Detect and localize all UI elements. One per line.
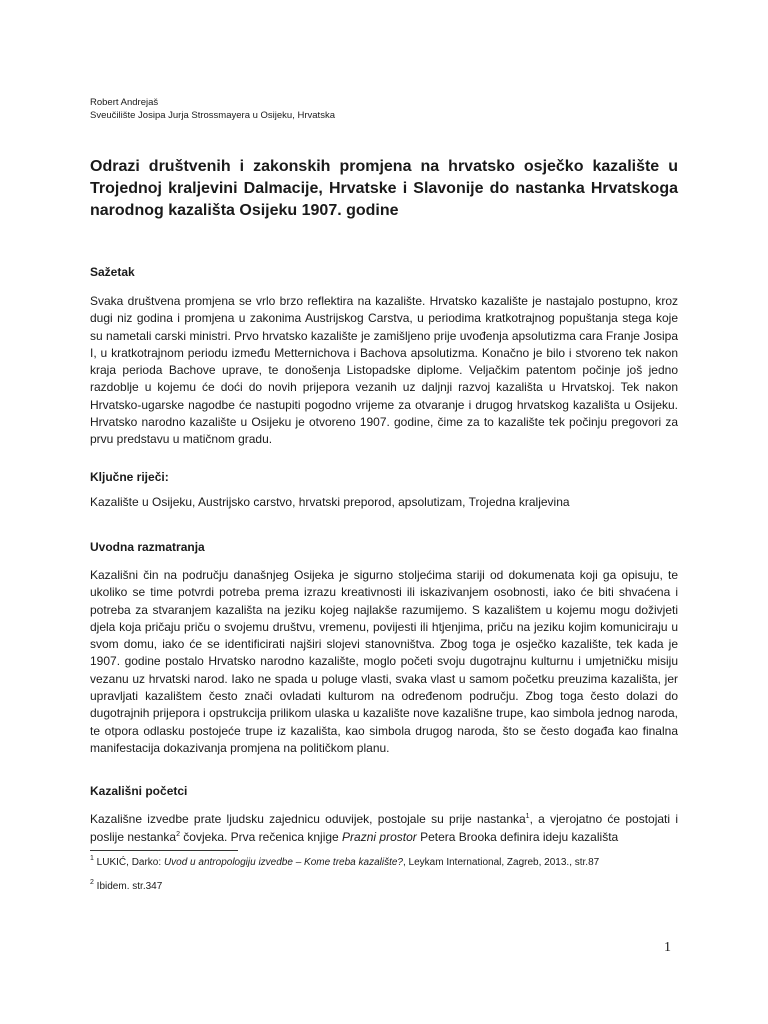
author-affiliation: Sveučilište Josipa Jurja Strossmayera u Osijeku, Hrvatska [90,110,335,121]
page-number: 1 [664,940,671,955]
beginnings-text-d: Petera Brooka definira ideju kazališta [416,829,619,844]
intro-text: Kazališni čin na području današnjeg Osijeka je sigurno stoljećima stariji od dokumenata koji ga opisuju, te ukoliko se time potvrdi potreba prema izrazu kreativnosti ili iskazivanjem osobnosti, iako će biti shvaćena i potreba za stvaranjem kazališta na jeziku kojeg najlakše razumijemo. S kazalištem u kojemu mogu doživjeti djela koja pričaju priču o svojemu društvu, vremenu, povijesti ili htjenjima, priču na jeziku kojim komuniciraju u svom domu, iako će se identificirati najširi slojevi stanovništva. Zbog toga je osječko kazalište, tek kada je 1907. godine postalo Hrvatsko narodno kazalište, moglo početi svoju dugotrajnu kulturnu i umjetničku misiju vezanu uz hrvatski narod. Iako ne spada u poluge vlasti, svaka vlast u samom početku preuzima kazališta, jer upravljati kazalištem često znači ovladati kulturom na određenom području. Zbog toga često dolazi do dugotrajnih prijepora i opstrukcija prilikom ulaska u kazalište nove kazališne trupe, kao simbola jednog naroda, te otpora odlasku postojeće trupe iz kazališta, kao simbola drugog naroda, što se često događa kao finalna manifestacija dokazivanja promjena na političkom planu. [90,567,678,755]
keywords-text: Kazalište u Osijeku, Austrijsko carstvo, hrvatski preporod, apsolutizam, Trojedna kraljevina [90,494,570,509]
paper-title: Odrazi društvenih i zakonskih promjena na hrvatsko osječko kazalište u Trojednoj kraljevini Dalmacije, Hrvatske i Slavonije do nastanka Hrvatskoga narodnog kazališta Osijeku 1907. godine [90,158,678,219]
footnote-ref-2[interactable]: 2 [176,830,180,838]
footnote-separator [90,850,238,851]
footnote-2-number: 2 [90,878,94,886]
beginnings-text-c: čovjeka. Prva rečenica knjige [179,829,343,844]
intro-heading: Uvodna razmatranja [90,539,205,554]
footnote-2 [90,880,678,893]
footnote-1-publisher: , Leykam International, Zagreb, 2013., str.87 [402,856,600,868]
beginnings-text [90,811,678,846]
beginnings-heading: Kazališni početci [90,784,188,799]
abstract-text: Svaka društvena promjena se vrlo brzo reflektira na kazalište. Hrvatsko kazalište je nastajalo postupno, kroz dugi niz godina i promjena u zakonima Austrijskog Carstva, u periodima kratkotrajnog popuštanja stega koje su nametali carski ministri. Prvo hrvatsko kazalište je zamišljeno prije uvođenja apsolutizma cara Franje Josipa I, u kratkotrajnom periodu između Metternichova i Bachova apsolutizma. Konačno je bilo i stvoreno tek nakon kraja perioda Bachove uprave, te donošenja Listopadske diplome. Veljačkim patentom počinje još jedno razdoblje u kojemu će doći do novih prijepora vezanih uz daljnji razvoj kazališta u Hrvatskoj. Tek nakon Hrvatsko-ugarske nagodbe će nastupiti pogodno vrijeme za otvaranje i drugog hrvatskog kazališta u Osijeku. Hrvatsko narodno kazalište u Osijeku je otvoreno 1907. godine, čime za to kazalište tek počinju pregovori za prvu predstavu u matičnom gradu. [90,294,678,447]
author-name: Robert Andrejaš [90,97,159,108]
book-title: Prazni prostor [342,829,417,844]
keywords-heading: Ključne riječi: [90,469,169,484]
footnote-2-text: Ibidem. str.347 [93,880,163,892]
footnote-1-number: 1 [90,854,94,862]
footnote-1-title: Uvod u antropologiju izvedbe – Kome treba kazalište? [163,856,403,868]
beginnings-text-a: Kazališne izvedbe prate ljudsku zajednicu oduvijek, postojale su prije nastanka [90,812,526,827]
page-content [90,96,678,893]
footnote-1-author: LUKIĆ, Darko: [93,856,164,868]
abstract-heading: Sažetak [90,265,135,279]
footnote-1 [90,856,678,869]
footnote-ref-1[interactable]: 1 [525,813,530,821]
beginnings-text-b: , a vjerojatno će postojati i poslije nestanka [90,812,678,844]
